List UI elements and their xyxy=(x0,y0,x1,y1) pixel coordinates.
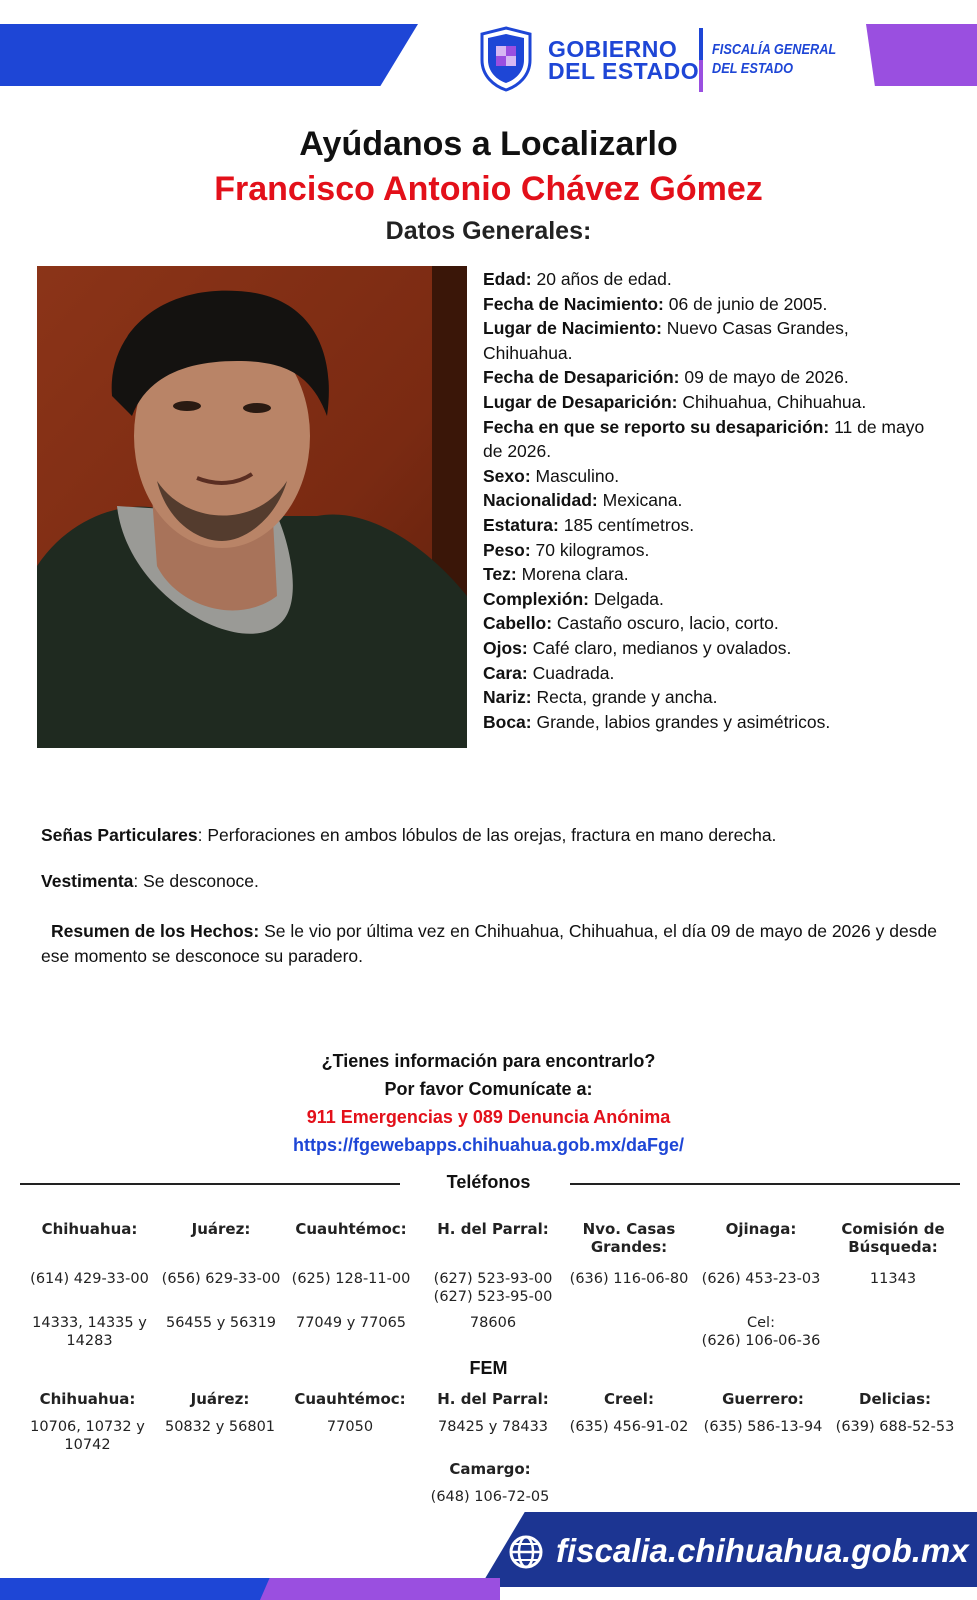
detail-fecha-reporte: Fecha en que se reporto su desaparición: 11 de mayo de 2026. xyxy=(483,416,925,462)
state-shield-icon xyxy=(478,26,534,92)
fem-col-delicias: Delicias: (639) 688-52-53 xyxy=(835,1390,955,1435)
fem-col-parral: H. del Parral: 78425 y 78433 xyxy=(437,1390,549,1435)
detail-complexion: Complexión: Delgada. xyxy=(483,588,664,609)
fem-col-cuauhtemoc: Cuauhtémoc: 77050 xyxy=(294,1390,406,1435)
detail-peso: Peso: 70 kilogramos. xyxy=(483,539,650,560)
page-heading: Ayúdanos a Localizarlo xyxy=(299,125,678,163)
detail-estatura: Estatura: 185 centímetros. xyxy=(483,514,695,535)
telefonos-title: Teléfonos xyxy=(446,1172,531,1192)
tel-col-juarez: Juárez: (656) 629-33-00 56455 y 56319 xyxy=(161,1220,281,1331)
fem-col-juarez: Juárez: 50832 y 56801 xyxy=(164,1390,276,1435)
senas-particulares: Señas Particulares: Perforaciones en ambos lóbulos de las orejas, fractura en mano derecha. xyxy=(41,825,777,845)
section-title: Datos Generales: xyxy=(385,217,592,245)
detail-cabello: Cabello: Castaño oscuro, lacio, corto. xyxy=(483,613,779,634)
tel-col-chihuahua: Chihuahua: (614) 429-33-00 14333, 14335 y 14283 xyxy=(30,1220,149,1349)
detail-sexo: Sexo: Masculino. xyxy=(483,465,620,486)
detail-fecha-desaparicion: Fecha de Desaparición: 09 de mayo de 2026. xyxy=(483,367,849,388)
tel-col-cuauhtemoc: Cuauhtémoc: (625) 128-11-00 77049 y 77065 xyxy=(291,1220,411,1331)
header-purple-band xyxy=(866,24,977,86)
logo-divider-accent xyxy=(699,60,703,92)
detail-nariz: Nariz: Recta, grande y ancha. xyxy=(483,687,718,708)
resumen-hechos: Resumen de los Hechos: Se le vio por última vez en Chihuahua, Chihuahua, el día 09 de mayo de 2026 y desde ese momento se desconoce su paradero. xyxy=(41,921,937,966)
person-name: Francisco Antonio Chávez Gómez xyxy=(214,170,763,208)
contact-url-link[interactable]: https://fgewebapps.chihuahua.gob.mx/daFge/ xyxy=(292,1135,685,1155)
person-photo xyxy=(37,266,467,748)
fem-col-chihuahua: Chihuahua: 10706, 10732 y 10742 xyxy=(30,1390,145,1453)
general-details xyxy=(483,267,933,734)
tel-col-nvo-casas-grandes: Nvo. Casas Grandes: (636) 116-06-80 xyxy=(569,1220,689,1287)
detail-lugar-nacimiento: Lugar de Nacimiento: Nuevo Casas Grandes, Chihuahua. xyxy=(483,318,849,363)
header-blue-band xyxy=(0,24,418,86)
fem-col-camargo: Camargo: (648) 106-72-05 xyxy=(430,1460,550,1505)
detail-lugar-desaparicion: Lugar de Desaparición: Chihuahua, Chihuahua. xyxy=(483,391,867,412)
contact-question: ¿Tienes información para encontrarlo? xyxy=(321,1051,656,1071)
footer-strip-blue xyxy=(0,1578,270,1600)
contact-please: Por favor Comunícate a: xyxy=(384,1079,593,1099)
footer-strip-purple xyxy=(260,1578,500,1600)
vestimenta: Vestimenta: Se desconoce. xyxy=(41,871,259,891)
detail-edad: Edad: 20 años de edad. xyxy=(483,269,672,289)
gobierno-logo-text: GOBIERNO DEL ESTADO xyxy=(548,36,700,84)
fem-title: FEM xyxy=(469,1358,508,1378)
contact-emergency: 911 Emergencias y 089 Denuncia Anónima xyxy=(306,1107,671,1127)
footer-url-link[interactable]: fiscalia.chihuahua.gob.mx xyxy=(556,1532,969,1569)
fem-col-guerrero: Guerrero: (635) 586-13-94 xyxy=(703,1390,823,1435)
detail-tez: Tez: Morena clara. xyxy=(483,564,629,585)
tel-col-ojinaga: Ojinaga: (626) 453-23-03 Cel: (626) 106-06-36 xyxy=(701,1220,821,1349)
fem-col-creel: Creel: (635) 456-91-02 xyxy=(569,1390,689,1435)
fiscalia-logo-text: FISCALÍA GENERAL DEL ESTADO xyxy=(712,41,837,77)
tel-col-comision-busqueda: Comisión de Búsqueda: 11343 xyxy=(841,1220,945,1287)
detail-cara: Cara: Cuadrada. xyxy=(483,662,615,683)
tel-col-parral: H. del Parral: (627) 523-93-00 (627) 523-95-00 78606 xyxy=(433,1220,553,1331)
detail-fecha-nacimiento: Fecha de Nacimiento: 06 de junio de 2005. xyxy=(483,293,828,314)
detail-ojos: Ojos: Café claro, medianos y ovalados. xyxy=(483,637,792,658)
detail-boca: Boca: Grande, labios grandes y asimétricos. xyxy=(483,711,831,732)
detail-nacionalidad: Nacionalidad: Mexicana. xyxy=(483,490,683,511)
globe-icon xyxy=(508,1534,544,1570)
